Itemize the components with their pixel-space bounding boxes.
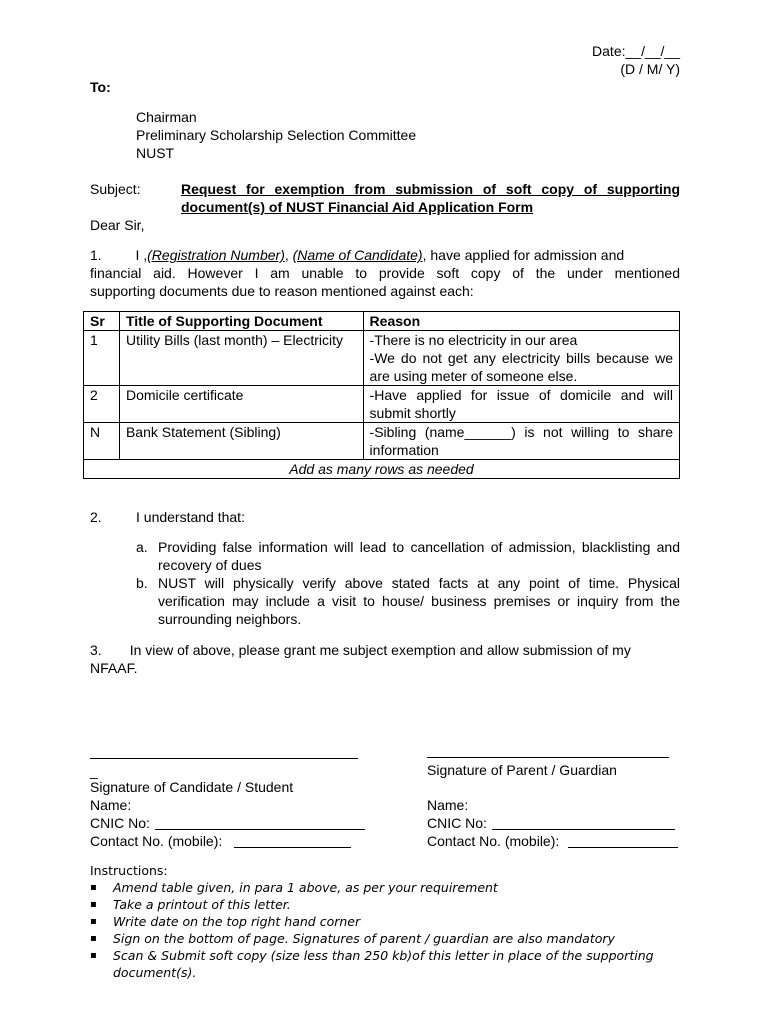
- candidate-cnic-label: CNIC No:: [90, 815, 150, 831]
- instructions-list: [90, 879, 690, 981]
- candidate-name-label: Name:: [90, 797, 132, 813]
- to-label: To:: [90, 79, 111, 95]
- header-title: Title of Supporting Document: [119, 312, 363, 331]
- para3: [90, 641, 680, 677]
- supporting-documents-table: [83, 311, 680, 479]
- subject-line-1: Request for exemption from submission of soft copy of supporting: [181, 181, 680, 197]
- row-title: Utility Bills (last month) – Electricity: [119, 331, 363, 386]
- item-a-text: Providing false information will lead to cancellation of admission, blacklisting and recovery of dues: [158, 539, 680, 573]
- candidate-contact-label: Contact No. (mobile):: [90, 833, 223, 849]
- parent-signature-line: [427, 757, 669, 758]
- bullet-icon: ▪: [90, 916, 97, 927]
- recipient-line-3: NUST: [136, 145, 175, 161]
- row-sr: 1: [84, 331, 120, 386]
- table-header-row: [84, 312, 680, 331]
- para1-prefix: I ,: [135, 247, 148, 263]
- header-reason: Reason: [363, 312, 679, 331]
- para2-number: 2.: [90, 509, 102, 525]
- candidate-signature-label: Signature of Candidate / Student: [90, 779, 294, 795]
- candidate-signature-underscore: _: [90, 763, 98, 779]
- para3-line-1: In view of above, please grant me subject exemption and allow submission of my: [129, 642, 631, 658]
- subject-line-2: document(s) of NUST Financial Aid Application Form: [181, 199, 534, 215]
- parent-signature-label: Signature of Parent / Guardian: [427, 762, 617, 778]
- table-footer: Add as many rows as needed: [84, 460, 680, 479]
- list-item: ▪ Write date on the top right hand corner: [90, 914, 361, 929]
- para3-line-2: NFAAF.: [90, 660, 138, 676]
- parent-cnic-label: CNIC No:: [427, 815, 487, 831]
- row-reason: -Have applied for issue of domicile and will submit shortly: [363, 386, 679, 423]
- row-sr: N: [84, 423, 120, 460]
- item-a-label: a.: [136, 539, 148, 555]
- subject-label: Subject:: [90, 181, 141, 197]
- salutation: Dear Sir,: [90, 217, 145, 233]
- parent-contact-line: [568, 847, 678, 848]
- list-item: ▪ Take a printout of this letter.: [90, 897, 291, 912]
- para1-number: 1.: [90, 247, 102, 263]
- instructions-title: Instructions:: [90, 863, 168, 878]
- header-sr: Sr: [84, 312, 120, 331]
- candidate-contact-line: [234, 847, 351, 848]
- candidate-cnic-line: [155, 829, 365, 830]
- date-format: (D / M/ Y): [620, 61, 680, 77]
- para3-number: 3.: [90, 642, 102, 658]
- para1: 1. I ,(Registration Number), (Name of Candidate), have applied for admission and financial aid. However I am unable to provide soft copy of the under mentioned supporting documents due to reason mentioned against each:: [90, 247, 680, 299]
- table-row: [84, 423, 680, 460]
- candidate-name-placeholder: (Name of Candidate): [292, 247, 423, 263]
- bullet-icon: ▪: [90, 933, 97, 944]
- table-footer-row: [84, 460, 680, 479]
- parent-contact-label: Contact No. (mobile):: [427, 833, 560, 849]
- item-b-text: NUST will physically verify above stated facts at any point of time. Physical verification may include a visit to house/ business premises or inquiry from the surrounding neighbors.: [158, 575, 680, 627]
- instructions: [90, 862, 690, 981]
- para2-text: I understand that:: [136, 509, 245, 525]
- bullet-icon: ▪: [90, 899, 97, 910]
- row-reason: -Sibling (name______) is not willing to share information: [363, 423, 679, 460]
- recipient-line-1: Chairman: [136, 109, 197, 125]
- table-row: [84, 331, 680, 386]
- table-row: [84, 386, 680, 423]
- list-item: ▪ Amend table given, in para 1 above, as per your requirement: [90, 880, 498, 895]
- list-item: ▪ Scan & Submit soft copy (size less than 250 kb)of this letter in place of the supporting document(s).: [90, 948, 654, 980]
- row-sr: 2: [84, 386, 120, 423]
- row-title: Domicile certificate: [119, 386, 363, 423]
- item-b-label: b.: [136, 575, 148, 591]
- para1-line-3: supporting documents due to reason mentioned against each:: [90, 283, 474, 299]
- date-line: Date:__/__/__: [592, 43, 680, 59]
- bullet-icon: ▪: [90, 882, 97, 893]
- row-reason: -There is no electricity in our area -We do not get any electricity bills because we are using meter of someone else.: [363, 331, 679, 386]
- bullet-icon: ▪: [90, 950, 97, 961]
- para1-line-2: financial aid. However I am unable to provide soft copy of the under mentioned: [90, 265, 680, 281]
- recipient-line-2: Preliminary Scholarship Selection Committee: [136, 127, 417, 143]
- parent-cnic-line: [492, 829, 675, 830]
- registration-number-placeholder: (Registration Number): [147, 247, 285, 263]
- row-title: Bank Statement (Sibling): [119, 423, 363, 460]
- list-item: ▪ Sign on the bottom of page. Signatures of parent / guardian are also mandatory: [90, 931, 615, 946]
- parent-name-label: Name:: [427, 797, 469, 813]
- candidate-signature-line: [90, 758, 358, 759]
